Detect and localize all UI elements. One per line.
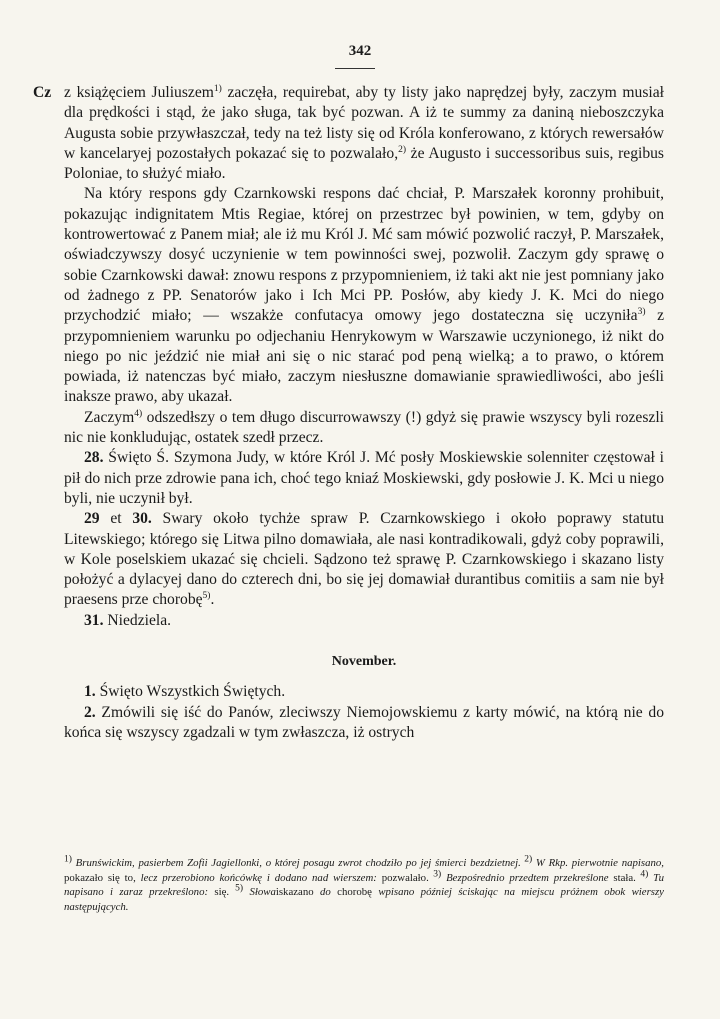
- footnote-ref: 3): [637, 307, 646, 318]
- paragraph-text: że Augusto i successoribus suis, regibus Poloniae, to służyć miało.: [64, 144, 664, 183]
- footnote-text: Słowa: [243, 886, 276, 899]
- paragraph-text: Na który respons gdy Czarnkowski respons dać chciał, P. Marszałek koronny prohibuit, pokazując indignitatem Mtis Regiae, której on przestrzec był powinien, w tem, gdyby on kontrowertować z Panem miał; ale iż mu Król J. Mć sam mówić pozwolić raczył, P. Marszałek, oświadczywszy dosyć uczynienie w tem powinności swej, pozwolił. Zaczym gdy sprawę o sobie Czarnkowski dawał: znowu respons z przypomnieniem, iż taki akt nie jest pomniany jako od żadnego z PP. Senatorów jako i Ich Mci PP. Posłów, aby kiedy J. K. Mci do niego przychodzić miało; — wszakże confutacya omowy jego dostateczna się uczyniła: [64, 185, 664, 325]
- entry-date: 30.: [132, 510, 152, 528]
- entry-date: 31.: [84, 611, 104, 629]
- diary-entry: [64, 509, 664, 610]
- diary-entry: [64, 448, 664, 509]
- footnote-marker: 1): [64, 854, 72, 865]
- entry-date: 29: [84, 510, 100, 528]
- footnote-text: wpisano później ściskając na miejscu próżnem obok wierszy następujących.: [64, 886, 664, 913]
- paragraph-text: z książęciem Juliuszem: [64, 84, 214, 101]
- continued-paragraph: [33, 83, 664, 184]
- footnote-ref: 4): [134, 408, 143, 419]
- footnote-text: się.: [208, 886, 230, 899]
- diary-entry: [64, 703, 664, 744]
- footnote-text: chorobę: [330, 886, 372, 899]
- section-heading: November.: [331, 654, 397, 670]
- entry-date: 2.: [84, 703, 96, 721]
- footnotes: [64, 856, 664, 914]
- entry-text: Swary około tychże spraw P. Czarnkowskiego i około poprawy statutu Litewskiego; którego się Litwa pilno domawiała, ale nasi kontradikowali, gdyż coby poprawili, w Kole poselskiem ukazać się chcieli. Sądzono też sprawę P. Czarnkowskiego i skazano listy położyć a dylacyej dano do czterech dni, bo się jej domawiał durantibus comitiis a sam nie był praesens prze chorobę: [64, 510, 664, 609]
- footnote-text: do: [313, 886, 331, 899]
- entry-text: Święto Ś. Szymona Judy, w które Król J. Mć posły Moskiewskie solenniter częstował i pił do nich prze zdrowie pana ich, choć tego kniaź Moskiewski, gdy posłowie J. K. Mci u niego byli, nie uczynił był.: [64, 449, 664, 507]
- footnote-text: Brunświckim, pasierbem Zofii Jagiellonki, o której posagu zwrot chodziło po jej śmierci bezdzietnej.: [71, 857, 521, 869]
- entry-text: Święto Wszystkich Świętych.: [95, 683, 286, 701]
- footnote-ref: 1): [213, 83, 222, 94]
- footnote-text: pokazało się to,: [64, 871, 136, 884]
- entry-text: .: [210, 591, 215, 609]
- footnote-text: lecz przerobiono końcówkę i dodano nad wierszem:: [135, 871, 377, 884]
- entry-date: 28.: [84, 449, 104, 467]
- page-number: 342: [348, 43, 372, 59]
- footnote-marker: 4): [635, 869, 649, 879]
- entry-text: Zmówili się iść do Panów, zleciwszy Niemojowskiemu z karty mówić, na którą nie do końca się wszyscy zgadzali w tym zwłaszcza, iż ostrych: [64, 703, 664, 741]
- footnote-ref: 5): [202, 591, 211, 602]
- paragraph: [64, 408, 664, 449]
- footnote-marker: 2): [520, 854, 533, 865]
- diary-entry: [64, 682, 664, 702]
- footnote-text: pozwalało.: [376, 871, 429, 884]
- entry-connector: et: [99, 510, 133, 528]
- main-text: [33, 83, 664, 743]
- paragraph-text: odszedłszy o tem długo discurrowawszy (!) gdyż się prawie wszyscy byli rozeszli nic nie konkludując, ostatek szedł przecz.: [64, 408, 664, 447]
- footnote-text: W Rkp. pierwotnie napisano,: [532, 857, 664, 869]
- paragraph: [64, 184, 664, 407]
- footnote-text: stała.: [608, 871, 636, 884]
- entry-date: 1.: [84, 683, 96, 701]
- paragraph-text: zaczęła, requirebat, aby ty listy jako naprędzej były, zaczym musiał dla prędkości i stąd, że jako sługa, tak być pozwan. A iż te summy za daniną nieboszczyka Augusta sobie przywłaszczał, tedy na też listy się od Króla konferowano, z których rewersałów w kancelaryej pozostałych pokazać się to pozwalało,: [64, 84, 664, 162]
- footnote-text: iskazano: [275, 886, 314, 899]
- entry-text: Niedziela.: [103, 611, 172, 629]
- footnote-text: Bezpośrednio przedtem przekreślone: [441, 871, 609, 884]
- footnote-marker: 5): [229, 883, 244, 894]
- footnote-ref: 2): [398, 144, 407, 155]
- margin-note: Cz: [33, 84, 52, 101]
- footnote-marker: 3): [428, 869, 442, 879]
- footnote-text: Tu napisano i zaraz przekreślono:: [64, 871, 664, 899]
- header-rule: [335, 68, 375, 69]
- diary-entry: [64, 611, 664, 631]
- paragraph-text: Zaczym: [84, 408, 135, 426]
- paragraph-text: z przypomnieniem warunku po odjechaniu Henrykowym w Warszawie uczynionego, iż nikt do niego po nic jeździć nie miał ani się o nic starać pod peną wielką; a to prawo, o którem powiada, iż natenczas być miało, zaczym niesłuszne domawianie sprawiedliwości, abo jeśli inaksze prawo, aby ukazał.: [64, 307, 664, 406]
